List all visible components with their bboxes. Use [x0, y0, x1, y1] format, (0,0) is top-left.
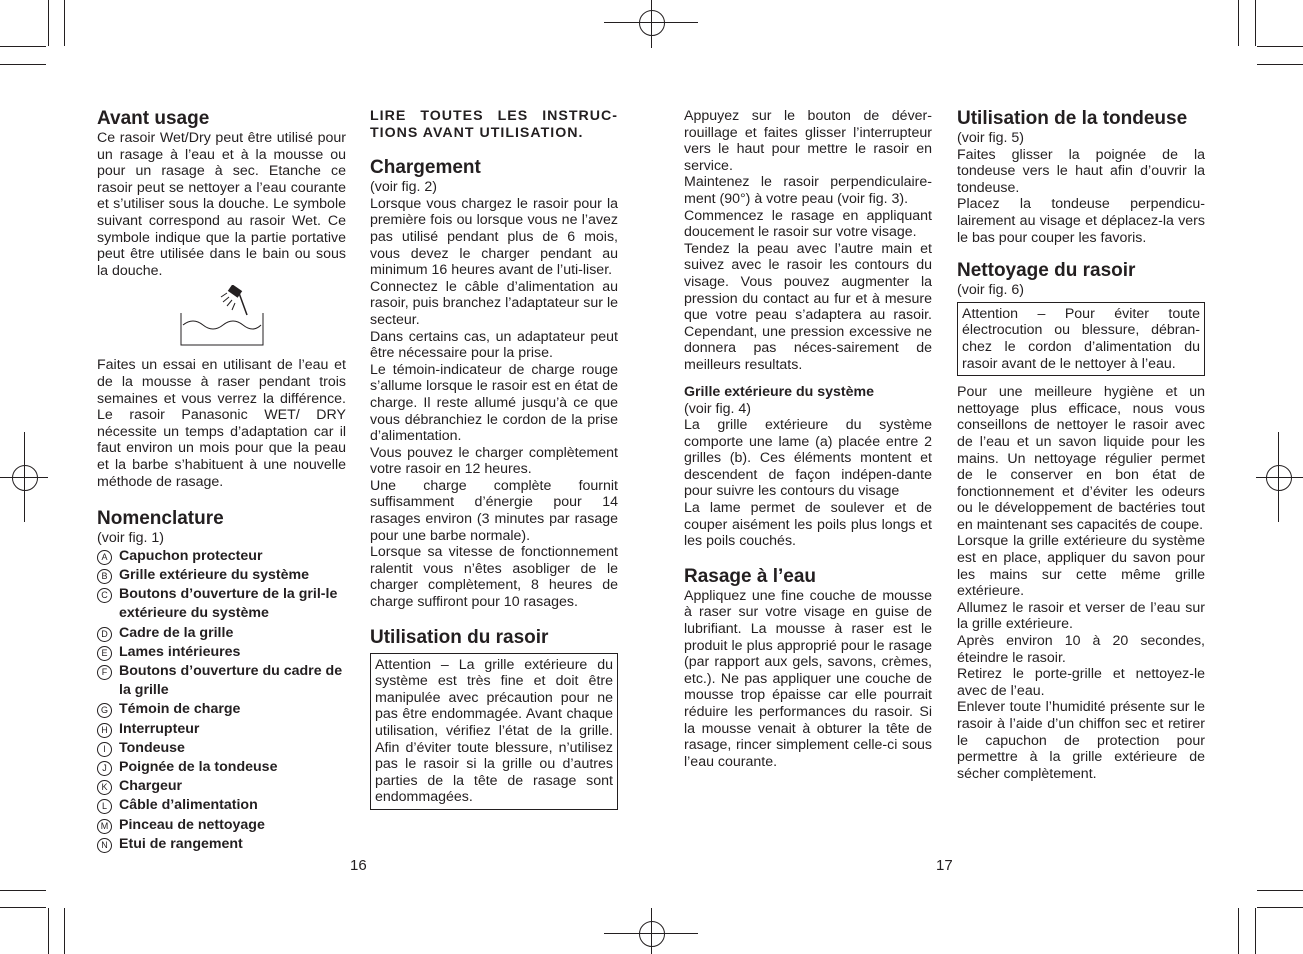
paragraph: Faites un essai en utilisant de l’eau et de la mousse à raser pendant trois semaines et vous verrez la différence. Le rasoir Panasonic WET/ DRY nécessite un temps d’adaptation car il faut environ un mois pour que la peau et la barbe s’habituent à une nouvelle méthode de rasage. — [97, 357, 346, 490]
list-item — [97, 585, 346, 623]
paragraph: Faites glisser la poignée de la tondeuse vers le haut afin d’ouvrir la tondeuse. — [957, 146, 1205, 196]
section-title-utilisation: Utilisation du rasoir — [370, 626, 549, 648]
list-item-label: Témoin de charge — [119, 701, 241, 718]
crop-mark — [1238, 908, 1239, 954]
paragraph: Maintenez le rasoir perpendiculaire-ment (90°) à votre peau (voir fig. 3). — [684, 174, 932, 207]
figure-reference: (voir fig. 1) — [97, 530, 165, 547]
crop-mark — [1255, 908, 1256, 954]
attention-box — [957, 302, 1205, 376]
section-title-tondeuse: Utilisation de la tondeuse — [957, 108, 1188, 129]
crop-mark — [64, 0, 65, 46]
circled-letter: H — [97, 723, 112, 738]
warning-heading: LIRE TOUTES LES INSTRUC-TIONS AVANT UTILISATION. — [370, 108, 618, 141]
paragraph: Retirez le porte-grille et nettoyez-le avec de l’eau. — [957, 666, 1205, 699]
list-item-label: Chargeur — [119, 778, 183, 795]
wet-symbol-figure — [97, 279, 346, 357]
list-item-label: Interrupteur — [119, 720, 200, 737]
circled-letter: F — [97, 665, 112, 680]
column-2 — [370, 108, 618, 810]
paragraph: Pour une meilleure hygiène et un nettoyage plus efficace, nous vous conseillons de nettoyer le rasoir avec de l’eau et un savon liquide pour les mains. Un nettoyage régulier permet de le conserver en bon état de fonctionnement et d’éviter les odeurs ou le développement de bactéries tout en maintenant ses capacités de coupe. — [957, 384, 1205, 533]
circled-letter: G — [97, 703, 112, 718]
paragraph: Lorsque la grille extérieure du système est en place, appliquer du savon pour les mains sur cette même grille extérieure. — [957, 533, 1205, 600]
crop-mark — [64, 908, 65, 954]
list-item-label: Capuchon protecteur — [119, 547, 263, 564]
shower-bath-icon — [177, 285, 267, 353]
list-item — [97, 566, 346, 585]
circled-letter: C — [97, 588, 112, 603]
attention-box — [370, 653, 618, 810]
crop-mark — [0, 907, 46, 908]
crop-mark — [48, 908, 49, 954]
circled-letter: M — [97, 819, 112, 834]
section-title-nettoyage: Nettoyage du rasoir — [957, 260, 1136, 282]
section-title-avant-usage: Avant usage — [97, 108, 210, 129]
paragraph: Commencez le rasage en appliquant doucement le rasoir sur votre visage. — [684, 207, 932, 241]
crop-mark — [0, 64, 46, 65]
paragraph: Enlever toute l’humidité présente sur le rasoir à l’aide d’un chiffon sec et retirer le capuchon de protection pour permettre à la grille extérieure de sécher complètement. — [957, 699, 1205, 782]
list-item — [97, 816, 346, 835]
paragraph: Vous pouvez le charger complètement votre rasoir en 12 heures. — [370, 444, 618, 478]
paragraph: Le témoin-indicateur de charge rouge s’allume lorsque le rasoir est en état de charge. Il reste allumé jusqu’à ce que vous débranchiez le cordon de la prise d’alimentation. — [370, 361, 618, 445]
paragraph: La lame permet de soulever et de couper aisément les poils plus longs et les poils couchés. — [684, 500, 932, 550]
list-item-label: Lames intérieures — [119, 643, 241, 660]
list-item-label: Pinceau de nettoyage — [119, 816, 265, 833]
subsection-title-grille: Grille extérieure du système — [684, 383, 875, 400]
crop-mark — [1255, 0, 1256, 46]
crop-mark — [1257, 890, 1303, 891]
list-item — [97, 547, 346, 566]
figure-reference: (voir fig. 5) — [957, 130, 1025, 146]
circled-letter: I — [97, 742, 112, 757]
list-item — [97, 700, 346, 719]
list-item-label: Poignée de la tondeuse — [119, 758, 278, 775]
paragraph: Dans certains cas, un adaptateur peut être nécessaire pour la prise. — [370, 328, 618, 362]
registration-circle — [639, 10, 665, 36]
list-item — [97, 835, 346, 854]
section-title-nomenclature: Nomenclature — [97, 508, 224, 530]
paragraph: Appliquez une fine couche de mousse à raser sur votre visage en guise de lubrifiant. La mousse à raser est le produit le plus approprié pour le rasage (par rapport aux gels, savons, crèmes, etc.). Ne pas appliquer une couche de mousse trop épaisse car elle pourrait réduire les performances du rasoir. Si la mousse venait à obturer la tête de rasage, rincer simplement celle-ci sous l’eau courante. — [684, 587, 932, 770]
paragraph: Lorsque sa vitesse de fonctionnement ralentit vous n’êtes asobliger de le charger complètement, 8 heures de charge suffiront pour 10 rasages. — [370, 544, 618, 611]
paragraph: Allumez le rasoir et verser de l’eau sur la grille extérieure. — [957, 599, 1205, 633]
crop-mark — [0, 46, 46, 47]
column-3 — [684, 108, 932, 770]
column-1 — [97, 108, 346, 854]
list-item-label: Boutons d’ouverture de la gril-le extérieure du système — [119, 586, 338, 622]
list-item — [97, 777, 346, 796]
list-item-label: Cadre de la grille — [119, 624, 234, 641]
figure-reference: (voir fig. 6) — [957, 282, 1025, 299]
crop-mark — [1257, 907, 1303, 908]
list-item — [97, 662, 346, 700]
list-item-label: Grille extérieure du système — [119, 566, 310, 583]
paragraph: Après environ 10 à 20 secondes, éteindre le rasoir. — [957, 633, 1205, 666]
page-number: 16 — [350, 857, 367, 874]
nomenclature-list — [97, 547, 346, 854]
circled-letter: B — [97, 569, 112, 584]
paragraph: Lorsque vous chargez le rasoir pour la première fois ou lorsque vous ne l’avez pas utilisé pendant plus de 6 mois, vous devez le charger pendant au minimum 16 heures avant de l’uti-liser. — [370, 195, 618, 279]
registration-circle — [12, 465, 38, 491]
attention-text: Attention – La grille extérieure du système est très fine et doit être manipulée avec précaution pour ne pas être endommagée. Avant chaque utilisation, vérifiez l’état de la grille. Afin d’éviter toute blessure, n’utilisez pas le rasoir si la grille ou d’autres parties de la tête de rasage sont endommagées. — [375, 656, 613, 806]
list-item — [97, 624, 346, 643]
crop-mark — [1257, 46, 1303, 47]
paragraph: Connectez le câble d’alimentation au rasoir, puis branchez l’adaptateur sur le secteur. — [370, 278, 618, 328]
paragraph: Placez la tondeuse perpendicu-lairement au visage et déplacez-la vers le bas pour couper les favoris. — [957, 196, 1205, 246]
list-item-label: Boutons d’ouverture du cadre de la grille — [119, 662, 343, 699]
list-item — [97, 739, 346, 758]
figure-reference: (voir fig. 4) — [684, 400, 752, 417]
paragraph: Appuyez sur le bouton de déver-rouillage et faites glisser l’interrupteur vers le haut pour mettre le rasoir en service. — [684, 108, 932, 174]
crop-mark — [1257, 64, 1303, 65]
paragraph: Une charge complète fournit suffisamment d’énergie pour 14 rasages environ (3 minutes par rasage pour une barbe normale). — [370, 477, 618, 544]
circled-letter: J — [97, 761, 112, 776]
paragraph: La grille extérieure du système comporte une lame (a) placée entre 2 grilles (b). Ces éléments montent et descendent de façon indépen-dante pour suivre les contours du visage — [684, 417, 932, 500]
registration-circle — [639, 921, 665, 947]
section-title-rasage: Rasage à l’eau — [684, 565, 817, 587]
list-item-label: Etui de rangement — [119, 835, 243, 852]
list-item-label: Câble d’alimentation — [119, 797, 258, 814]
list-item-label: Tondeuse — [119, 739, 185, 756]
attention-text: Attention – Pour éviter toute électrocution ou blessure, débran-chez le cordon d’alimentation du rasoir avant de le nettoyer à l’eau. — [962, 305, 1200, 372]
circled-letter: N — [97, 838, 112, 853]
paragraph: Tendez la peau avec l’autre main et suivez avec le rasoir les contours du visage. Vous pouvez augmenter la pression du contact au fur et à mesure que votre peau s’adaptera au rasoir. Cependant, une pression excessive ne donnera pas néces-sairement de meilleurs resultats. — [684, 240, 932, 373]
section-title-chargement: Chargement — [370, 157, 481, 179]
column-4 — [957, 108, 1205, 782]
circled-letter: D — [97, 627, 112, 642]
crop-mark — [0, 890, 46, 891]
circled-letter: K — [97, 780, 112, 795]
circled-letter: L — [97, 799, 112, 814]
paragraph: Ce rasoir Wet/Dry peut être utilisé pour un rasage à l’eau et à la mousse ou pour un rasage à sec. Etanche ce rasoir peut se nettoyer a l’eau courante et s’utiliser sous la douche. Le symbole suivant correspond au rasoir Wet. Ce symbole indique que la partie portative peut être utilisée dans le bain ou sous la douche. — [97, 130, 346, 279]
list-item — [97, 758, 346, 777]
figure-reference: (voir fig. 2) — [370, 179, 438, 196]
registration-circle — [1266, 465, 1292, 491]
page-number: 17 — [936, 857, 953, 874]
list-item — [97, 643, 346, 662]
circled-letter: E — [97, 646, 112, 661]
list-item — [97, 796, 346, 815]
crop-mark — [48, 0, 49, 46]
crop-mark — [1238, 0, 1239, 46]
list-item — [97, 720, 346, 739]
circled-letter: A — [97, 550, 112, 565]
